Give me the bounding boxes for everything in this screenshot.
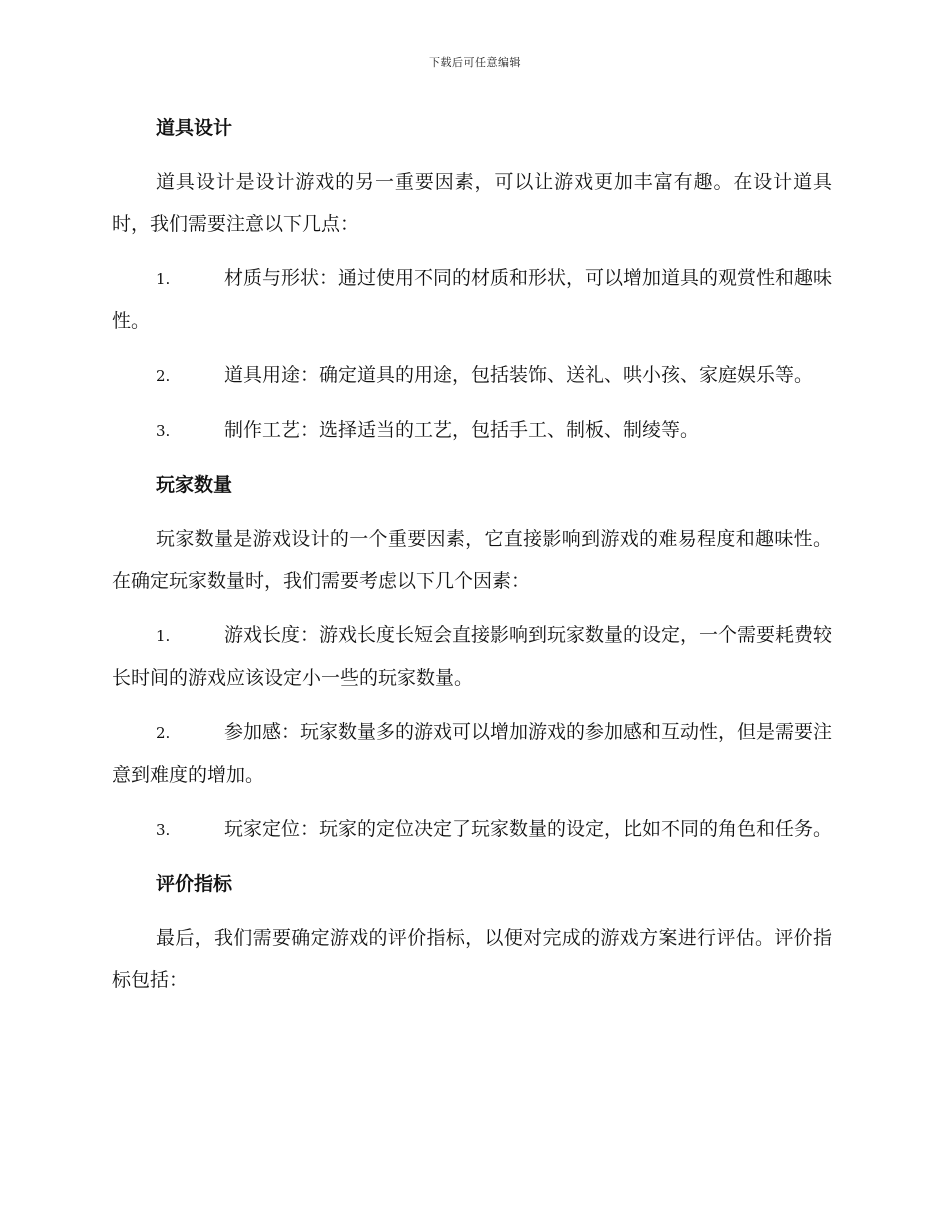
list-number: 1. [156, 627, 171, 645]
list-item-text: 游戏长度：游戏长度长短会直接影响到玩家数量的设定，一个需要耗费较长时间的游戏应该设定小一些的玩家数量。 [112, 624, 833, 689]
list-item-text: 玩家定位：玩家的定位决定了玩家数量的设定，比如不同的角色和任务。 [224, 818, 833, 840]
list-item [112, 257, 832, 342]
section-intro-player-count: 玩家数量是游戏设计的一个重要因素，它直接影响到游戏的难易程度和趣味性。在确定玩家数量时，我们需要考虑以下几个因素： [112, 528, 832, 592]
list-item [112, 808, 832, 851]
list-item-text: 参加感：玩家数量多的游戏可以增加游戏的参加感和互动性，但是需要注意到难度的增加。 [112, 721, 833, 786]
section-heading-props: 道具设计 [156, 117, 233, 139]
list-number: 2. [156, 724, 171, 742]
list-item-text: 材质与形状：通过使用不同的材质和形状，可以增加道具的观赏性和趣味性。 [112, 267, 833, 332]
list-item [112, 711, 832, 796]
list-number: 3. [156, 821, 171, 839]
section-intro-props: 道具设计是设计游戏的另一重要因素，可以让游戏更加丰富有趣。在设计道具时，我们需要注意以下几点： [112, 171, 832, 235]
list-item [112, 354, 832, 397]
list-number: 1. [156, 270, 171, 288]
list-item-text: 道具用途：确定道具的用途，包括装饰、送礼、哄小孩、家庭娱乐等。 [224, 364, 814, 386]
list-item-text: 制作工艺：选择适当的工艺，包括手工、制板、制绫等。 [224, 419, 700, 441]
list-item [112, 409, 832, 452]
section-heading-player-count: 玩家数量 [156, 474, 233, 496]
list-number: 2. [156, 367, 171, 385]
section-intro-evaluation: 最后，我们需要确定游戏的评价指标，以便对完成的游戏方案进行评估。评价指标包括： [112, 927, 832, 991]
list-number: 3. [156, 422, 171, 440]
list-item [112, 614, 832, 699]
page-header: 下载后可任意编辑 [429, 56, 521, 69]
section-heading-evaluation: 评价指标 [156, 873, 233, 895]
document-body [112, 107, 832, 1013]
